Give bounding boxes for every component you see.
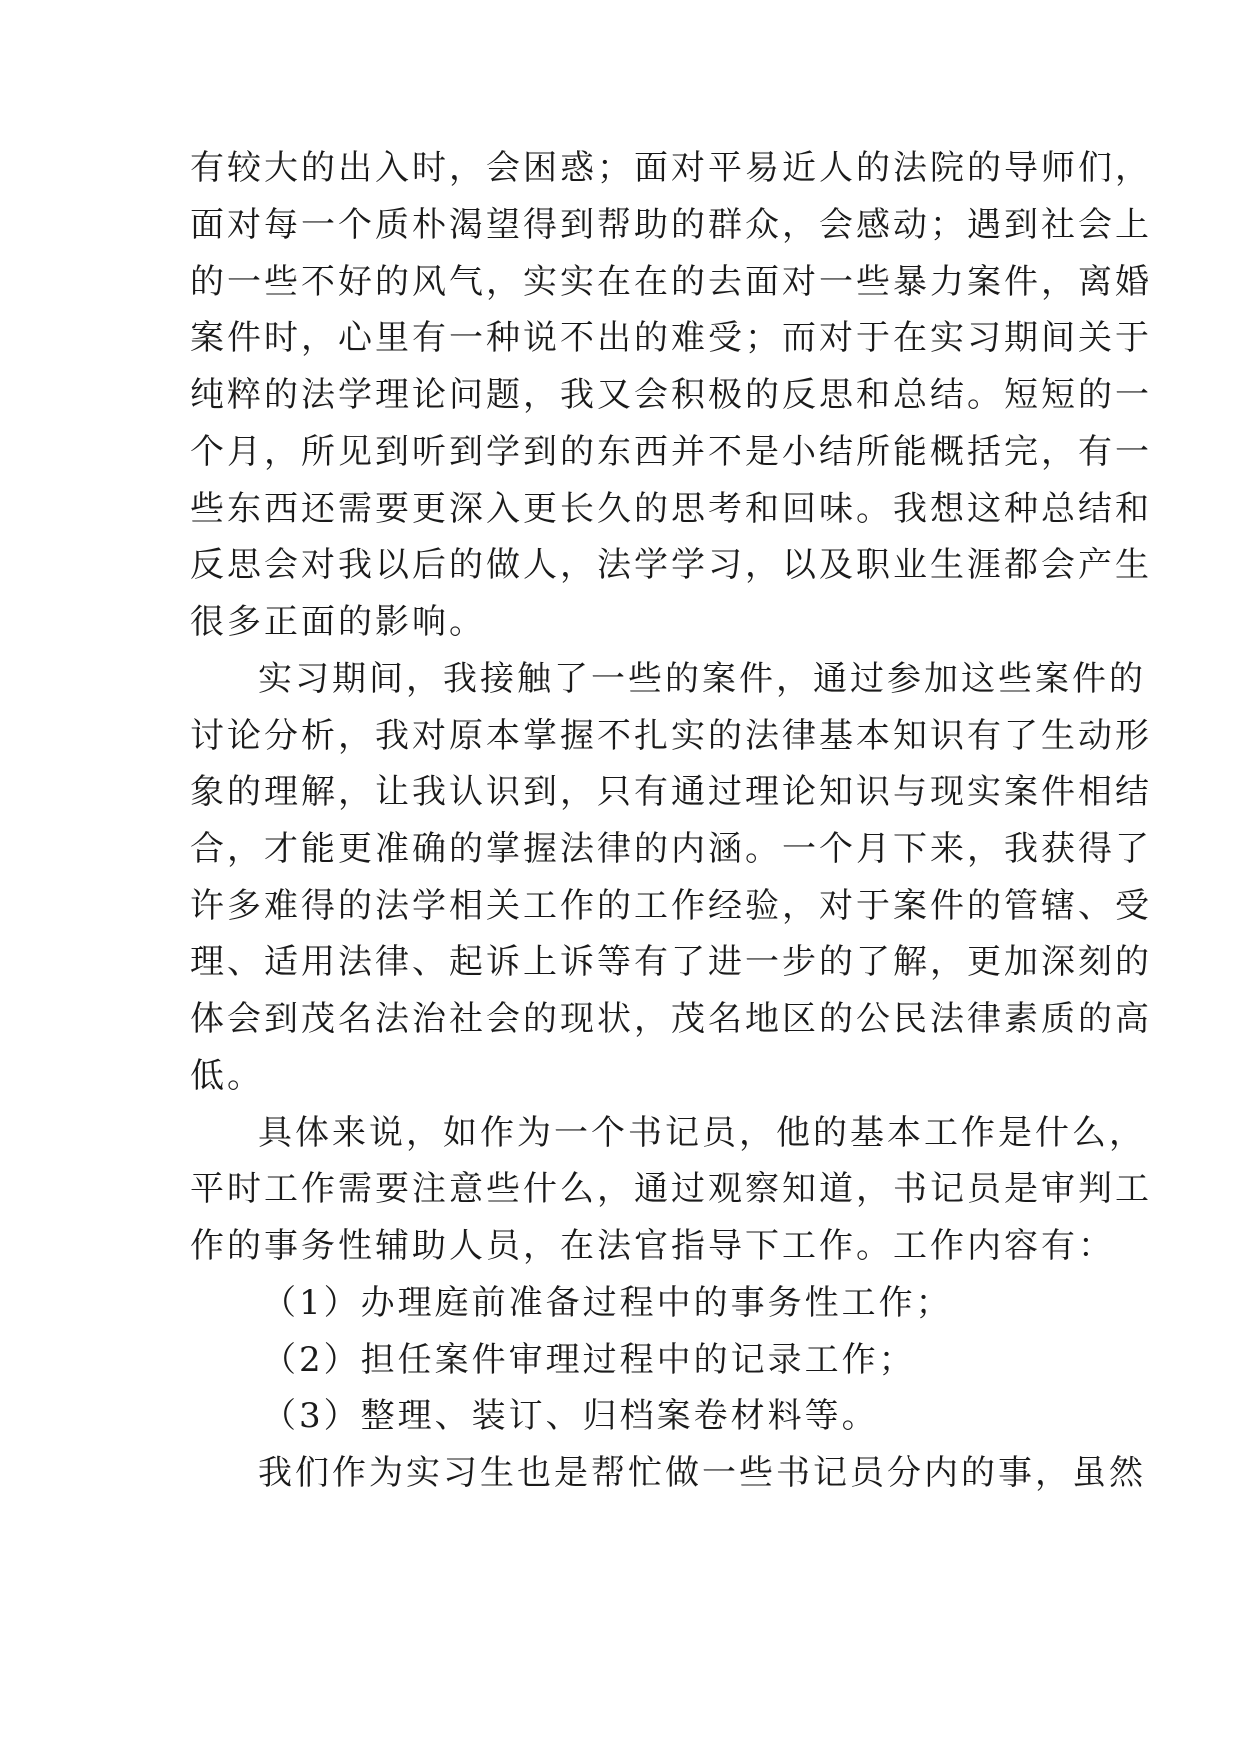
paragraph-first-line: 具体来说，如作为一个书记员，他的基本工作是什么， <box>258 1113 1146 1153</box>
paragraph-first-line: 我们作为实习生也是帮忙做一些书记员分内的事，虽然 <box>258 1453 1146 1493</box>
paragraph-first-line: 实习期间，我接触了一些的案件，通过参加这些案件的 <box>258 659 1146 699</box>
text-line: 理、适用法律、起诉上诉等有了进一步的了解，更加深刻的 <box>190 942 1152 982</box>
text-line: 些东西还需要更深入更长久的思考和回味。我想这种总结和 <box>190 489 1152 529</box>
text-line: 反思会对我以后的做人，法学学习，以及职业生涯都会产生 <box>190 545 1152 585</box>
list-item: （2）担任案件审理过程中的记录工作； <box>262 1340 916 1380</box>
text-line: 有较大的出入时，会困惑；面对平易近人的法院的导师们， <box>190 148 1152 188</box>
list-item: （3）整理、装订、归档案卷材料等。 <box>262 1396 879 1436</box>
text-line: 许多难得的法学相关工作的工作经验，对于案件的管辖、受 <box>190 886 1152 926</box>
text-line: 面对每一个质朴渴望得到帮助的群众，会感动；遇到社会上 <box>190 205 1152 245</box>
text-line: 案件时，心里有一种说不出的难受；而对于在实习期间关于 <box>190 318 1152 358</box>
text-line: 讨论分析，我对原本掌握不扎实的法律基本知识有了生动形 <box>190 716 1152 756</box>
text-line: 合，才能更准确的掌握法律的内涵。一个月下来，我获得了 <box>190 829 1152 869</box>
text-line: 平时工作需要注意些什么，通过观察知道，书记员是审判工 <box>190 1169 1152 1209</box>
text-line: 纯粹的法学理论问题，我又会积极的反思和总结。短短的一 <box>190 375 1152 415</box>
text-line: 象的理解，让我认识到，只有通过理论知识与现实案件相结 <box>190 772 1152 812</box>
text-line: 个月，所见到听到学到的东西并不是小结所能概括完，有一 <box>190 432 1152 472</box>
text-line: 作的事务性辅助人员，在法官指导下工作。工作内容有： <box>190 1226 1115 1266</box>
text-line: 体会到茂名法治社会的现状，茂名地区的公民法律素质的高 <box>190 999 1152 1039</box>
text-line: 的一些不好的风气，实实在在的去面对一些暴力案件，离婚 <box>190 262 1152 302</box>
text-line: 很多正面的影响。 <box>190 602 486 642</box>
list-item: （1）办理庭前准备过程中的事务性工作； <box>262 1283 953 1323</box>
text-line: 低。 <box>190 1056 264 1096</box>
